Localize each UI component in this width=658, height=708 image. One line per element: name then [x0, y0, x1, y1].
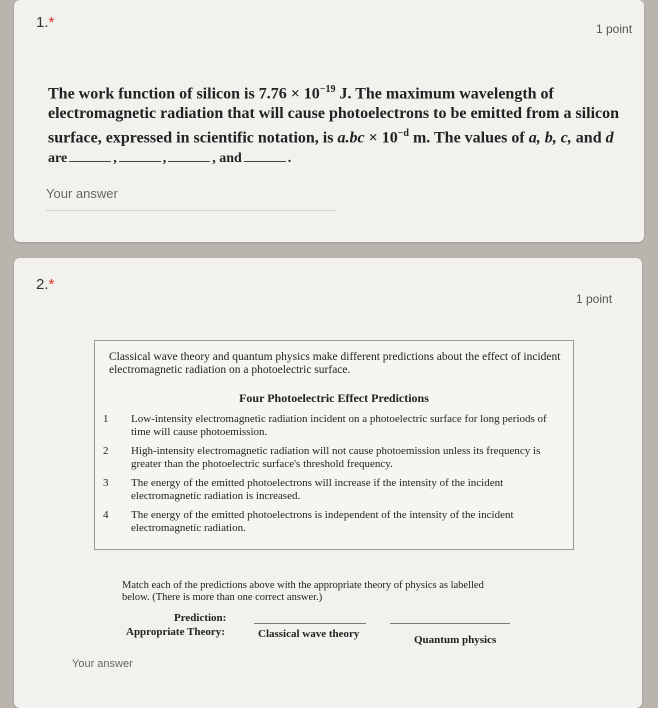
- required-asterisk: *: [48, 14, 55, 31]
- prediction-blank-quantum[interactable]: [390, 623, 510, 624]
- answer-placeholder[interactable]: Your answer: [72, 658, 133, 670]
- answer-underline: [46, 210, 336, 211]
- points-label: 1 point: [596, 22, 633, 36]
- quantum-physics-label: Quantum physics: [414, 634, 497, 646]
- question-card-1: [14, 0, 644, 242]
- theory-label: Appropriate Theory:: [126, 626, 225, 638]
- points-label: 1 point: [576, 292, 613, 306]
- prediction-label: Prediction:: [174, 612, 227, 624]
- answer-placeholder[interactable]: Your answer: [46, 186, 118, 201]
- intro-text: Classical wave theory and quantum physics make different predictions about the effect of incident electromagnetic radiation on a photoelectric surface.: [109, 351, 561, 376]
- question-number: 1.*: [36, 14, 55, 31]
- required-asterisk: *: [48, 276, 55, 293]
- question-number: 2.*: [36, 276, 55, 293]
- prediction-blank-classical[interactable]: [254, 623, 366, 624]
- table-title: Four Photoelectric Effect Predictions: [239, 391, 429, 405]
- question-text: The work function of silicon is $7.76 \times 10^{-19}$ J. The maximum wavelength of electromagnetic radiation that will cause photoelectrons to be emitted from a silicon surface, expressed in scientific notation, is $a.bc \times 10^{-d}$ m. The values of a, b, c, and d are , , , and .: [48, 84, 620, 166]
- question-card-2: [14, 258, 642, 708]
- classical-theory-label: Classical wave theory: [258, 628, 360, 640]
- predictions-figure: Classical wave theory and quantum physics make different predictions about the effect of incident electromagnetic radiation on a photoelectric surface. Four Photoelectric Effect Predictions 1 Low-intensity electromagnetic radiation incident on a photoelectric surface for long periods of time will cause photoemission. 2 High-intensity electromagnetic radiation will not cause photoemission unless its frequency is greater than the photoelectric surface's threshold frequency. 3 The energy of the emitted photoelectrons will increase if the intensity of the incident electromagnetic radiation is increased. 4 The energy of the emitted photoelectrons is independent of the intensity of the incident electromagnetic radiation.: [94, 340, 574, 550]
- match-instruction: Match each of the predictions above with the appropriate theory of physics as labelled below. (There is more than one correct answer.): [122, 580, 484, 603]
